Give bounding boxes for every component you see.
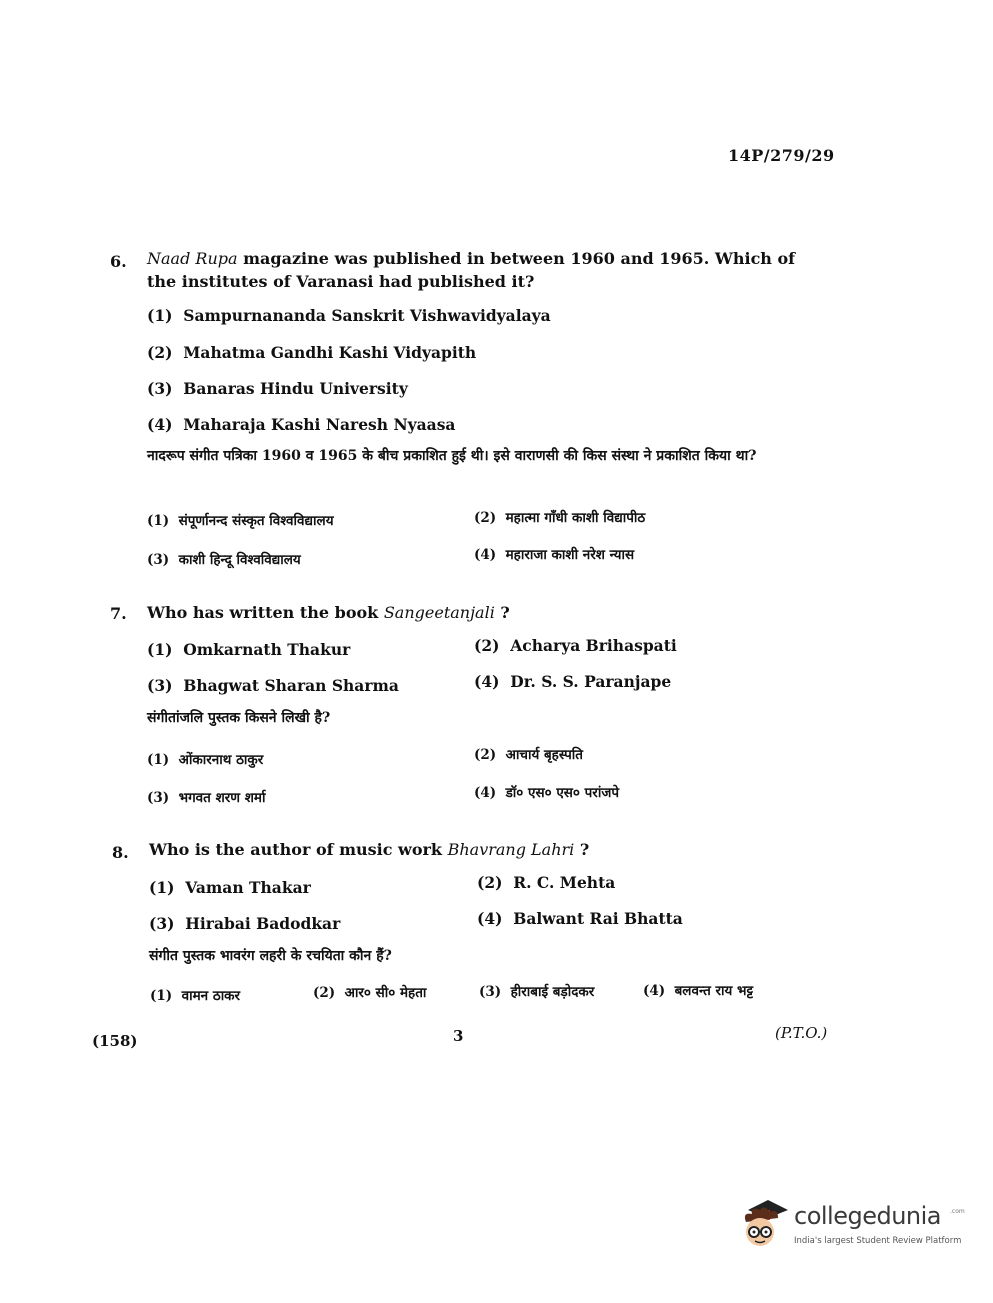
question-8-option-4: (4) Balwant Rai Bhatta [477, 909, 683, 928]
question-7-hindi-option-2: (2) आचार्य बृहस्पति [474, 747, 583, 763]
question-7-hindi-text: संगीतांजलि पुस्तक किसने लिखी है? [147, 710, 331, 726]
question-6-text [147, 247, 827, 293]
question-7-option-1: (1) Omkarnath Thakur [147, 640, 351, 659]
question-8-hindi-option-3: (3) हीराबाई बड़ोदकर [479, 984, 595, 1000]
page-number: 3 [453, 1027, 464, 1045]
logo-suffix: .com [950, 1208, 965, 1215]
question-6-hindi-option-2: (2) महात्मा गाँधी काशी विद्यापीठ [474, 510, 646, 526]
question-6-hindi-text: नादरूप संगीत पत्रिका 1960 व 1965 के बीच प्रकाशित हुई थी। इसे वाराणसी की किस संस्था ने प्रकाशित किया था? [147, 448, 757, 464]
question-6-rest: magazine was published in between 1960 and 1965. Which of the institutes of Varanasi had published it? [147, 249, 796, 291]
question-6-option-3: (3) Banaras Hindu University [147, 379, 408, 398]
question-6-hindi-option-1: (1) संपूर्णानन्द संस्कृत विश्वविद्यालय [147, 513, 334, 529]
question-8-option-3: (3) Hirabai Badodkar [149, 914, 341, 933]
pto-note: (P.T.O.) [775, 1024, 828, 1042]
collegedunia-logo [738, 1196, 968, 1260]
question-6-italic: Naad Rupa [147, 249, 238, 268]
paper-code: 14P/279/29 [728, 146, 835, 165]
question-7-hindi-option-1: (1) ओंकारनाथ ठाकुर [147, 752, 264, 768]
question-8-text: Who is the author of music work Bhavrang Lahri ? [149, 840, 590, 859]
question-6-hindi-option-3: (3) काशी हिन्दू विश्वविद्यालय [147, 552, 301, 568]
logo-name: collegedunia [794, 1202, 942, 1230]
question-7-number: 7. [110, 604, 127, 623]
question-7-hindi-option-4: (4) डॉ० एस० एस० परांजपे [474, 785, 620, 801]
question-7-option-2: (2) Acharya Brihaspati [474, 636, 677, 655]
mascot-icon [738, 1196, 792, 1256]
question-6-option-2: (2) Mahatma Gandhi Kashi Vidyapith [147, 343, 477, 362]
logo-tagline: India's largest Student Review Platform [794, 1236, 962, 1246]
question-6-number: 6. [110, 252, 127, 271]
question-8-option-1: (1) Vaman Thakar [149, 878, 311, 897]
question-8-italic: Bhavrang Lahri [447, 840, 575, 859]
question-7-text: Who has written the book Sangeetanjali ? [147, 603, 510, 622]
question-7-hindi-option-3: (3) भगवत शरण शर्मा [147, 790, 266, 806]
question-8-option-2: (2) R. C. Mehta [477, 873, 616, 892]
question-8-hindi-text: संगीत पुस्तक भावरंग लहरी के रचयिता कौन हैं? [149, 948, 392, 964]
question-6-hindi-option-4: (4) महाराजा काशी नरेश न्यास [474, 547, 635, 563]
question-7-option-4: (4) Dr. S. S. Paranjape [474, 672, 672, 691]
question-8-number: 8. [112, 843, 129, 862]
question-8-hindi-option-1: (1) वामन ठाकर [150, 988, 241, 1004]
question-8-hindi-option-4: (4) बलवन्त राय भट्ट [643, 983, 754, 999]
question-6-option-4: (4) Maharaja Kashi Naresh Nyaasa [147, 415, 456, 434]
footer-code: (158) [92, 1032, 138, 1050]
question-7-italic: Sangeetanjali [383, 603, 495, 622]
question-8-hindi-option-2: (2) आर० सी० मेहता [313, 985, 427, 1001]
question-7-option-3: (3) Bhagwat Sharan Sharma [147, 676, 399, 695]
question-6-option-1: (1) Sampurnananda Sanskrit Vishwavidyalaya [147, 306, 551, 325]
